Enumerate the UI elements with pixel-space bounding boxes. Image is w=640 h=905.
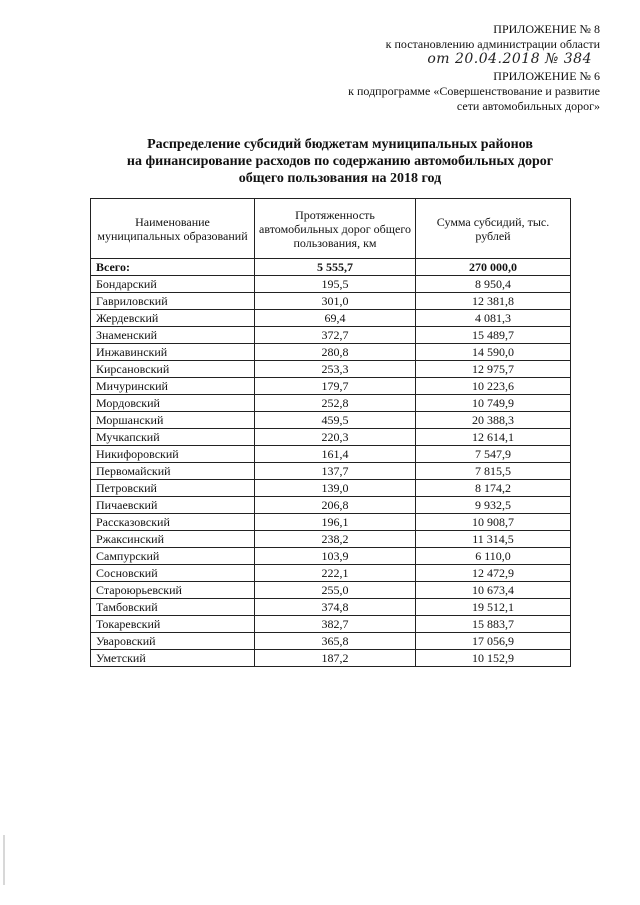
district-name-cell: Моршанский	[91, 412, 255, 429]
road-length-cell: 382,7	[255, 616, 416, 633]
subsidy-sum-cell: 7 815,5	[416, 463, 571, 480]
district-name-cell: Петровский	[91, 480, 255, 497]
district-name-cell: Тамбовский	[91, 599, 255, 616]
road-length-cell: 255,0	[255, 582, 416, 599]
subsidy-sum-cell: 17 056,9	[416, 633, 571, 650]
district-name-cell: Сампурский	[91, 548, 255, 565]
district-name-cell: Рассказовский	[91, 514, 255, 531]
subsidy-sum-cell: 11 314,5	[416, 531, 571, 548]
district-name-cell: Пичаевский	[91, 497, 255, 514]
subsidy-sum-cell: 9 932,5	[416, 497, 571, 514]
subsidy-sum-cell: 15 489,7	[416, 327, 571, 344]
table-row	[91, 361, 571, 378]
road-length-cell: 195,5	[255, 276, 416, 293]
subsidy-sum-cell: 14 590,0	[416, 344, 571, 361]
table-row	[91, 565, 571, 582]
table-row	[91, 548, 571, 565]
table-row	[91, 412, 571, 429]
subsidy-sum-cell: 12 975,7	[416, 361, 571, 378]
subsidy-sum-cell: 10 223,6	[416, 378, 571, 395]
road-length-cell: 220,3	[255, 429, 416, 446]
table-row	[91, 531, 571, 548]
table-row	[91, 395, 571, 412]
table-row	[91, 650, 571, 667]
table-row	[91, 378, 571, 395]
resolution-reference: к постановлению администрации области	[385, 37, 600, 51]
district-name-cell: Сосновский	[91, 565, 255, 582]
road-length-cell: 139,0	[255, 480, 416, 497]
table-row	[91, 582, 571, 599]
column-header-name: Наименование муниципальных образований	[91, 199, 255, 259]
road-length-cell: 196,1	[255, 514, 416, 531]
title-line-1: Распределение субсидий бюджетам муниципальных районов	[147, 137, 533, 152]
column-header-sum: Сумма субсидий, тыс. рублей	[416, 199, 571, 259]
road-length-cell: 137,7	[255, 463, 416, 480]
table-total-row	[91, 259, 571, 276]
table-row	[91, 497, 571, 514]
road-length-cell: 161,4	[255, 446, 416, 463]
table-row	[91, 310, 571, 327]
road-length-cell: 459,5	[255, 412, 416, 429]
table-row	[91, 599, 571, 616]
district-name-cell: Гавриловский	[91, 293, 255, 310]
road-length-cell: 103,9	[255, 548, 416, 565]
road-length-cell: 238,2	[255, 531, 416, 548]
district-name-cell: Мичуринский	[91, 378, 255, 395]
document-title	[70, 136, 610, 187]
road-length-cell: 206,8	[255, 497, 416, 514]
district-name-cell: Уваровский	[91, 633, 255, 650]
table-header-row	[91, 199, 571, 259]
table-row	[91, 514, 571, 531]
road-length-cell: 222,1	[255, 565, 416, 582]
subsidy-sum-cell: 12 472,9	[416, 565, 571, 582]
road-length-cell: 252,8	[255, 395, 416, 412]
scan-margin-mark	[3, 835, 5, 885]
road-length-cell: 280,8	[255, 344, 416, 361]
subsidy-table	[90, 198, 571, 667]
table-row	[91, 480, 571, 497]
district-name-cell: Уметский	[91, 650, 255, 667]
district-name-cell: Староюрьевский	[91, 582, 255, 599]
district-name-cell: Первомайский	[91, 463, 255, 480]
road-length-cell: 301,0	[255, 293, 416, 310]
district-name-cell: Токаревский	[91, 616, 255, 633]
appendix-8-label: ПРИЛОЖЕНИЕ № 8	[493, 22, 600, 36]
road-length-cell: 187,2	[255, 650, 416, 667]
subsidy-sum-cell: 8 950,4	[416, 276, 571, 293]
road-length-cell: 374,8	[255, 599, 416, 616]
subprogram-reference-cont: сети автомобильных дорог»	[456, 99, 600, 113]
document-header	[348, 22, 600, 114]
district-name-cell: Бондарский	[91, 276, 255, 293]
district-name-cell: Знаменский	[91, 327, 255, 344]
table-row	[91, 446, 571, 463]
table-body	[91, 259, 571, 667]
subprogram-reference: к подпрограмме «Совершенствование и развитие	[348, 84, 600, 98]
table-row	[91, 293, 571, 310]
subsidy-sum-cell: 4 081,3	[416, 310, 571, 327]
subsidy-sum-cell: 8 174,2	[416, 480, 571, 497]
subsidy-sum-cell: 15 883,7	[416, 616, 571, 633]
subsidy-sum-cell: 12 614,1	[416, 429, 571, 446]
appendix-6-label: ПРИЛОЖЕНИЕ № 6	[493, 69, 600, 83]
subsidy-sum-cell: 19 512,1	[416, 599, 571, 616]
total-length: 5 555,7	[255, 259, 416, 276]
title-line-2: на финансирование расходов по содержанию автомобильных дорог	[126, 154, 554, 169]
subsidy-sum-cell: 7 547,9	[416, 446, 571, 463]
subsidy-sum-cell: 6 110,0	[416, 548, 571, 565]
subsidy-sum-cell: 10 673,4	[416, 582, 571, 599]
subsidy-sum-cell: 10 749,9	[416, 395, 571, 412]
district-name-cell: Мордовский	[91, 395, 255, 412]
column-header-length: Протяженность автомобильных дорог общего пользования, км	[255, 199, 416, 259]
table-row	[91, 429, 571, 446]
road-length-cell: 69,4	[255, 310, 416, 327]
total-label: Всего:	[91, 259, 255, 276]
district-name-cell: Кирсановский	[91, 361, 255, 378]
district-name-cell: Мучкапский	[91, 429, 255, 446]
subsidy-sum-cell: 20 388,3	[416, 412, 571, 429]
road-length-cell: 179,7	[255, 378, 416, 395]
table-row	[91, 463, 571, 480]
district-name-cell: Инжавинский	[91, 344, 255, 361]
road-length-cell: 365,8	[255, 633, 416, 650]
district-name-cell: Ржаксинский	[91, 531, 255, 548]
table-row	[91, 344, 571, 361]
road-length-cell: 253,3	[255, 361, 416, 378]
road-length-cell: 372,7	[255, 327, 416, 344]
title-line-3: общего пользования на 2018 год	[238, 171, 442, 186]
district-name-cell: Никифоровский	[91, 446, 255, 463]
table-row	[91, 633, 571, 650]
table-row	[91, 327, 571, 344]
table-row	[91, 276, 571, 293]
subsidy-sum-cell: 10 908,7	[416, 514, 571, 531]
district-name-cell: Жердевский	[91, 310, 255, 327]
total-sum: 270 000,0	[416, 259, 571, 276]
handwritten-date-number: от 20.04.2018 № 384	[427, 51, 592, 67]
subsidy-sum-cell: 10 152,9	[416, 650, 571, 667]
subsidy-sum-cell: 12 381,8	[416, 293, 571, 310]
table-row	[91, 616, 571, 633]
